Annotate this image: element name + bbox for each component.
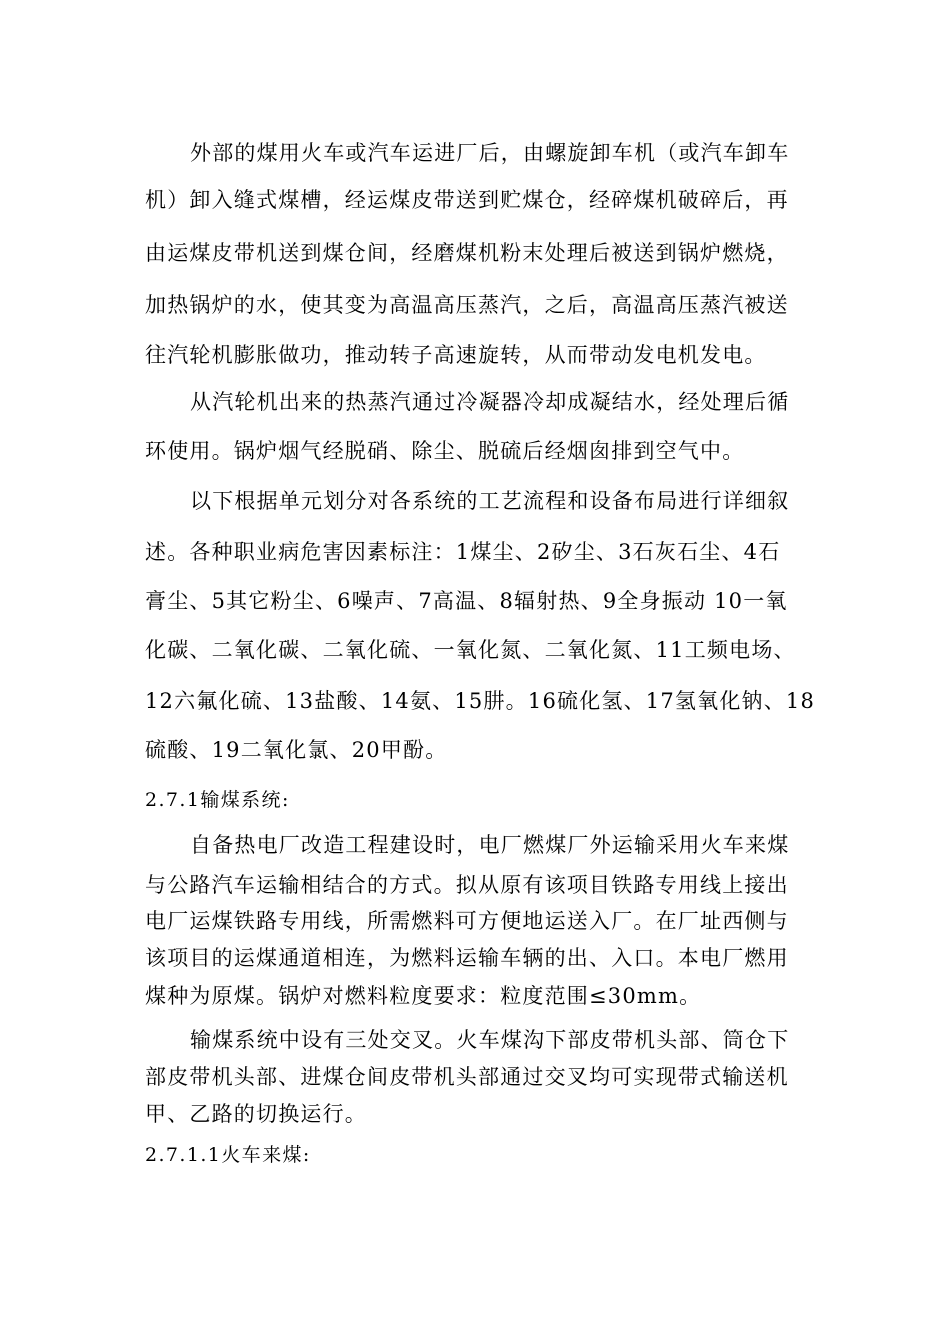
text-line: 化碳、二氧化碳、二氧化硫、一氧化氮、二氧化氮、11工频电场、 xyxy=(145,638,796,662)
text-line: 与公路汽车运输相结合的方式。拟从原有该项目铁路专用线上接出 xyxy=(145,873,789,897)
text-line: 12六氟化硫、13盐酸、14氨、15肼。16硫化氢、17氢氧化钠、18 xyxy=(145,689,816,713)
text-line: 述。各种职业病危害因素标注：1煤尘、2矽尘、3石灰石尘、4石 xyxy=(145,540,781,564)
text-line: 由运煤皮带机送到煤仓间，经磨煤机粉末处理后被送到锅炉燃烧， xyxy=(145,241,789,265)
text-line: 硫酸、19二氧化氯、20甲酚。 xyxy=(145,738,448,762)
text-line: 膏尘、5其它粉尘、6噪声、7高温、8辐射热、9全身振动 10一氧 xyxy=(145,589,788,613)
text-line: 煤种为原煤。锅炉对燃料粒度要求：粒度范围≤30mm。 xyxy=(145,984,702,1008)
text-line: 往汽轮机膨胀做功，推动转子高速旋转，从而带动发电机发电。 xyxy=(145,343,767,367)
text-line: 电厂运煤铁路专用线，所需燃料可方便地运送入厂。在厂址西侧与 xyxy=(145,909,789,933)
text-line: 环使用。锅炉烟气经脱硝、除尘、脱硫后经烟囱排到空气中。 xyxy=(145,439,745,463)
text-line: 外部的煤用火车或汽车运进厂后，由螺旋卸车机（或汽车卸车 xyxy=(190,141,790,165)
text-line: 以下根据单元划分对各系统的工艺流程和设备布局进行详细叙 xyxy=(190,489,790,513)
text-line: 该项目的运煤通道相连，为燃料运输车辆的出、入口。本电厂燃用 xyxy=(145,946,789,970)
text-line: 从汽轮机出来的热蒸汽通过冷凝器冷却成凝结水，经处理后循 xyxy=(190,390,790,414)
text-line: 加热锅炉的水，使其变为高温高压蒸汽，之后，高温高压蒸汽被送 xyxy=(145,293,789,317)
text-line: 甲、乙路的切换运行。 xyxy=(145,1102,367,1126)
text-line: 机）卸入缝式煤槽，经运煤皮带送到贮煤仓，经碎煤机破碎后，再 xyxy=(145,188,789,212)
text-line: 自备热电厂改造工程建设时，电厂燃煤厂外运输采用火车来煤 xyxy=(190,833,790,857)
section-heading: 2.7.1输煤系统: xyxy=(145,789,290,811)
section-heading: 2.7.1.1火车来煤: xyxy=(145,1144,311,1166)
text-line: 输煤系统中设有三处交叉。火车煤沟下部皮带机头部、筒仓下 xyxy=(190,1028,790,1052)
text-line: 部皮带机头部、进煤仓间皮带机头部通过交叉均可实现带式输送机 xyxy=(145,1065,789,1089)
